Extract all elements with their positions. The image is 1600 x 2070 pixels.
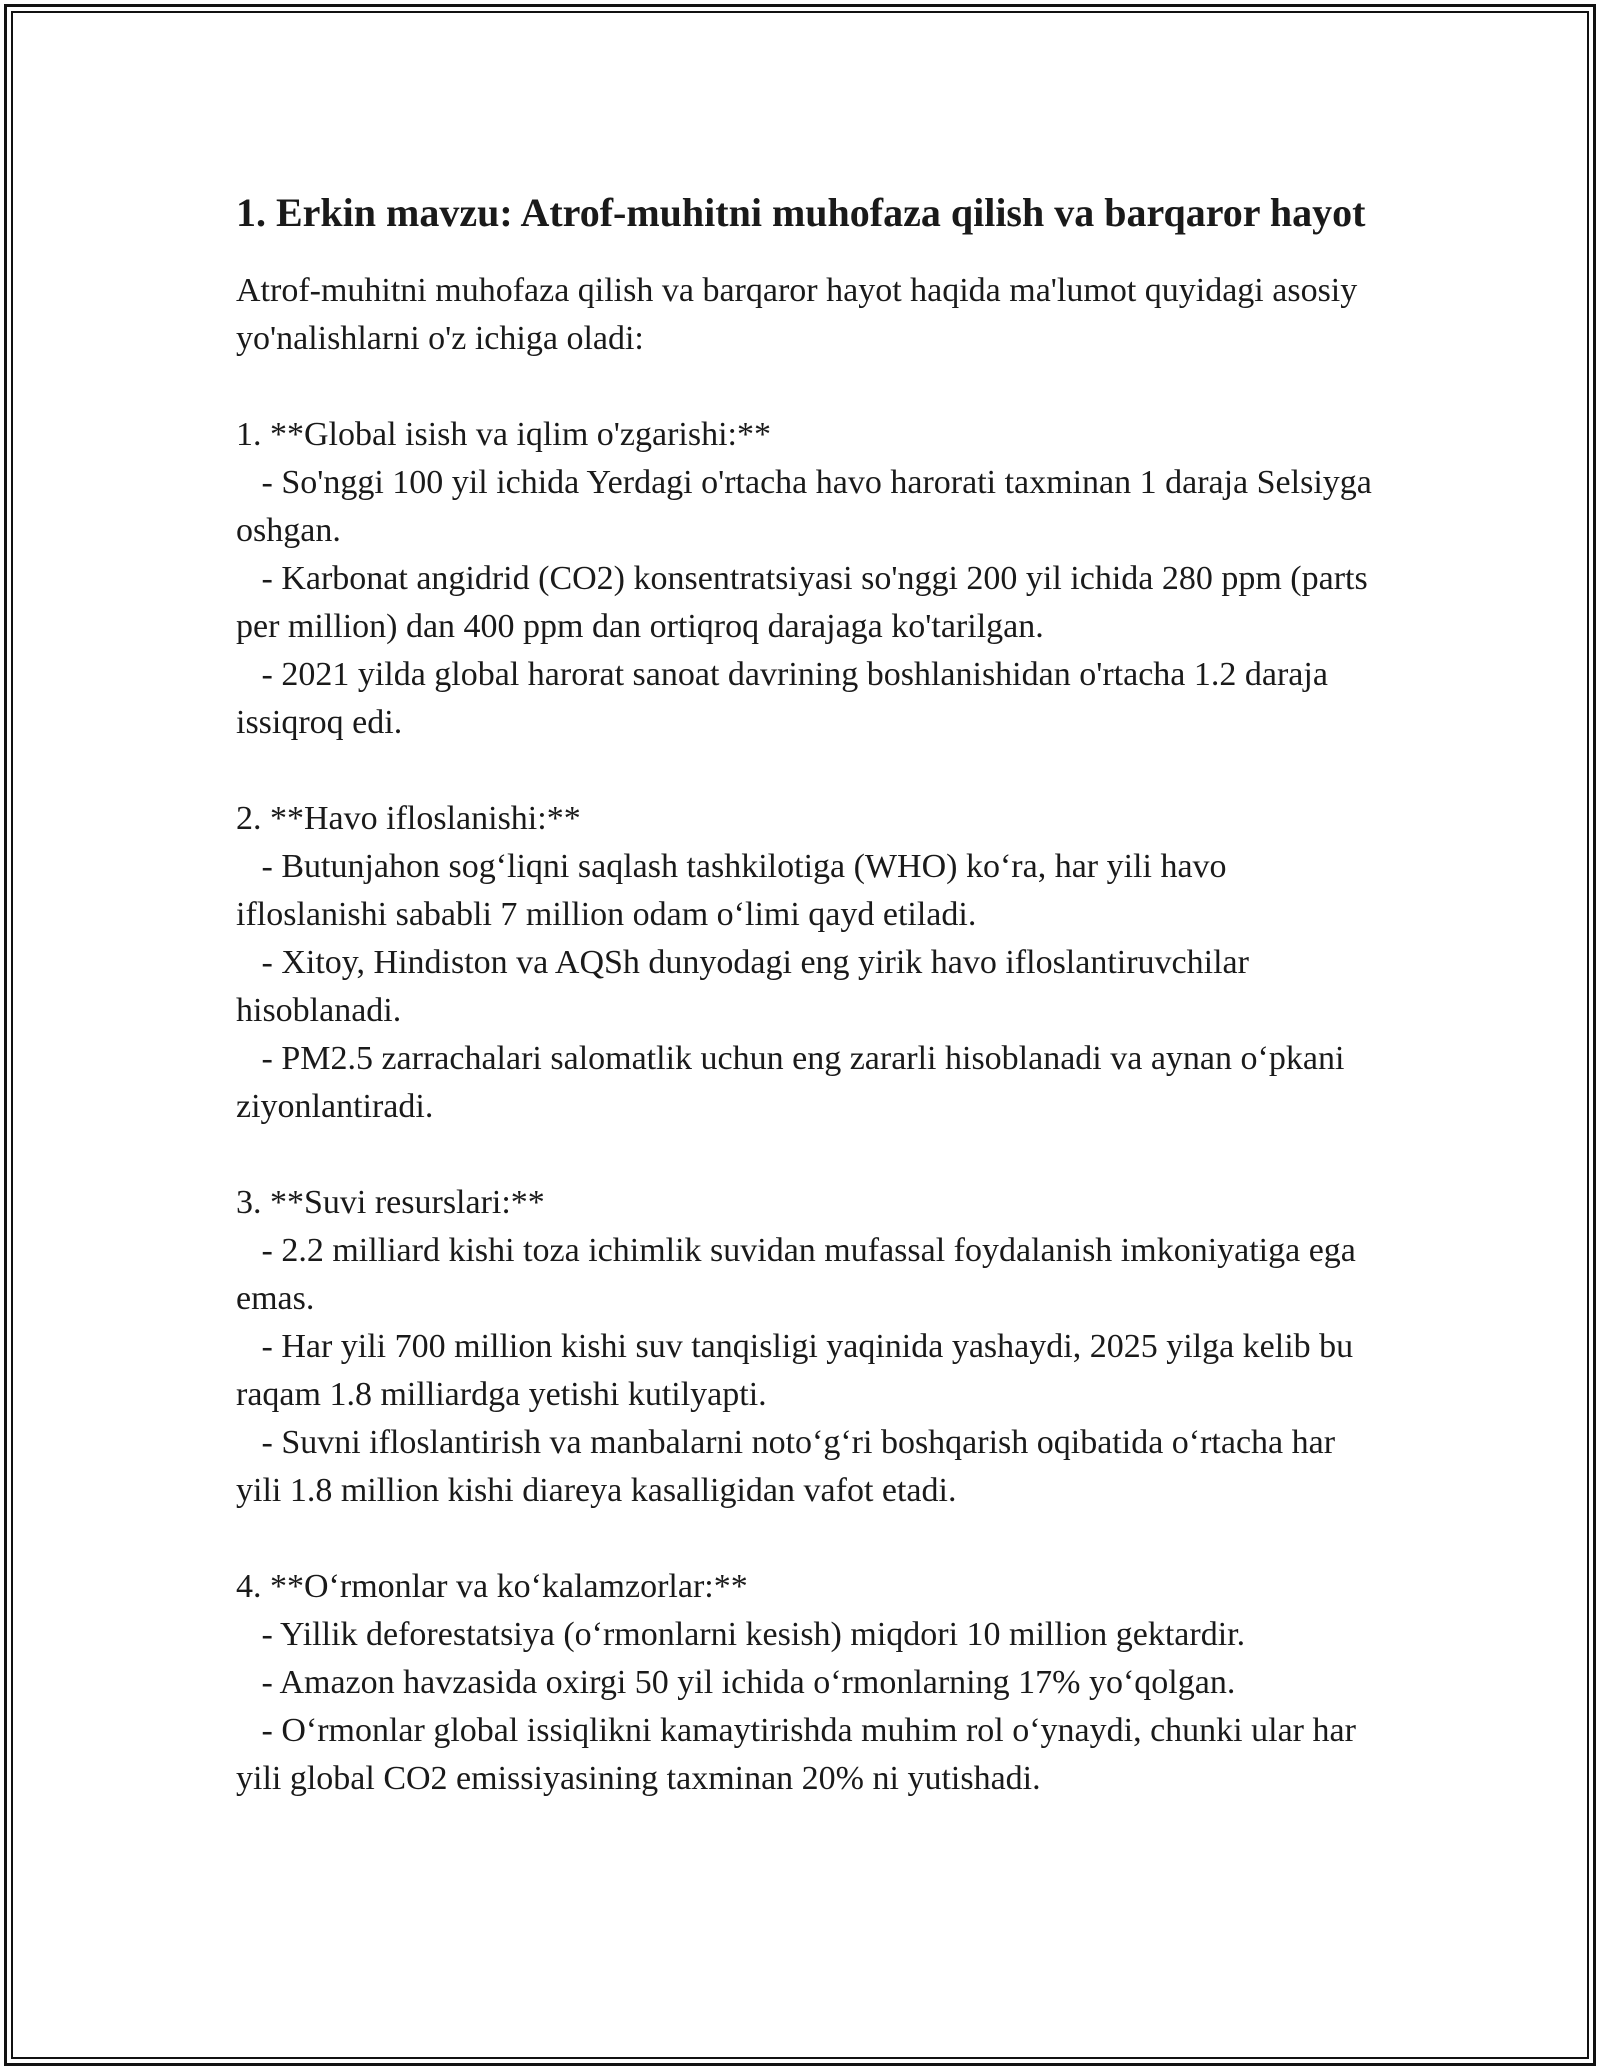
- list-item: - Har yili 700 million kishi suv tanqisligi yaqinida yashaydi, 2025 yilga kelib bu raqam 1.8 milliardga yetishi kutilyapti.: [236, 1328, 1362, 1413]
- list-item: - O‘rmonlar global issiqlikni kamaytirishda muhim rol o‘ynaydi, chunki ular har yili global CO2 emissiyasining taxminan 20% ni yutishadi.: [236, 1712, 1365, 1797]
- list-item: - 2021 yilda global harorat sanoat davrining boshlanishidan o'rtacha 1.2 daraja issiqroq edi.: [236, 656, 1337, 741]
- section-global-warming: [236, 411, 1381, 747]
- section-heading: 4. **O‘rmonlar va ko‘kalamzorlar:**: [236, 1568, 748, 1605]
- list-item: - Xitoy, Hindiston va AQSh dunyodagi eng yirik havo ifloslantiruvchilar hisoblanadi.: [236, 944, 1258, 1029]
- list-item: - Karbonat angidrid (CO2) konsentratsiyasi so'nggi 200 yil ichida 280 ppm (parts per million) dan 400 ppm dan ortiqroq darajaga ko'tarilgan.: [236, 560, 1377, 645]
- intro-paragraph: Atrof-muhitni muhofaza qilish va barqaror hayot haqida ma'lumot quyidagi asosiy yo'nalishlarni o'z ichiga oladi:: [236, 272, 1358, 357]
- list-item: - PM2.5 zarrachalari salomatlik uchun eng zararli hisoblanadi va aynan o‘pkani ziyonlantiradi.: [236, 1040, 1353, 1125]
- section-heading: 2. **Havo ifloslanishi:**: [236, 800, 581, 837]
- section-air-pollution: [236, 795, 1376, 1131]
- section-water-resources: [236, 1179, 1376, 1515]
- list-item: - Yillik deforestatsiya (o‘rmonlarni kesish) miqdori 10 million gektardir.: [236, 1616, 1246, 1653]
- document-body: [236, 185, 1381, 1803]
- section-heading: 1. **Global isish va iqlim o'zgarishi:**: [236, 416, 771, 453]
- list-item: - So'nggi 100 yil ichida Yerdagi o'rtacha havo harorati taxminan 1 daraja Selsiyga oshgan.: [236, 464, 1381, 549]
- list-item: - Suvni ifloslantirish va manbalarni noto‘g‘ri boshqarish oqibatida o‘rtacha har yili 1.8 million kishi diareya kasalligidan vafot etadi.: [236, 1424, 1344, 1509]
- section-heading: 3. **Suvi resurslari:**: [236, 1184, 545, 1221]
- section-forests: [236, 1563, 1376, 1803]
- list-item: - 2.2 milliard kishi toza ichimlik suvidan mufassal foydalanish imkoniyatiga ega emas.: [236, 1232, 1365, 1317]
- document-title: 1. Erkin mavzu: Atrof-muhitni muhofaza qilish va barqaror hayot: [236, 190, 1366, 235]
- list-item: - Amazon havzasida oxirgi 50 yil ichida o‘rmonlarning 17% yo‘qolgan.: [236, 1664, 1236, 1701]
- list-item: - Butunjahon sog‘liqni saqlash tashkilotiga (WHO) ko‘ra, har yili havo ifloslanishi sababli 7 million odam o‘limi qayd etiladi.: [236, 848, 1236, 933]
